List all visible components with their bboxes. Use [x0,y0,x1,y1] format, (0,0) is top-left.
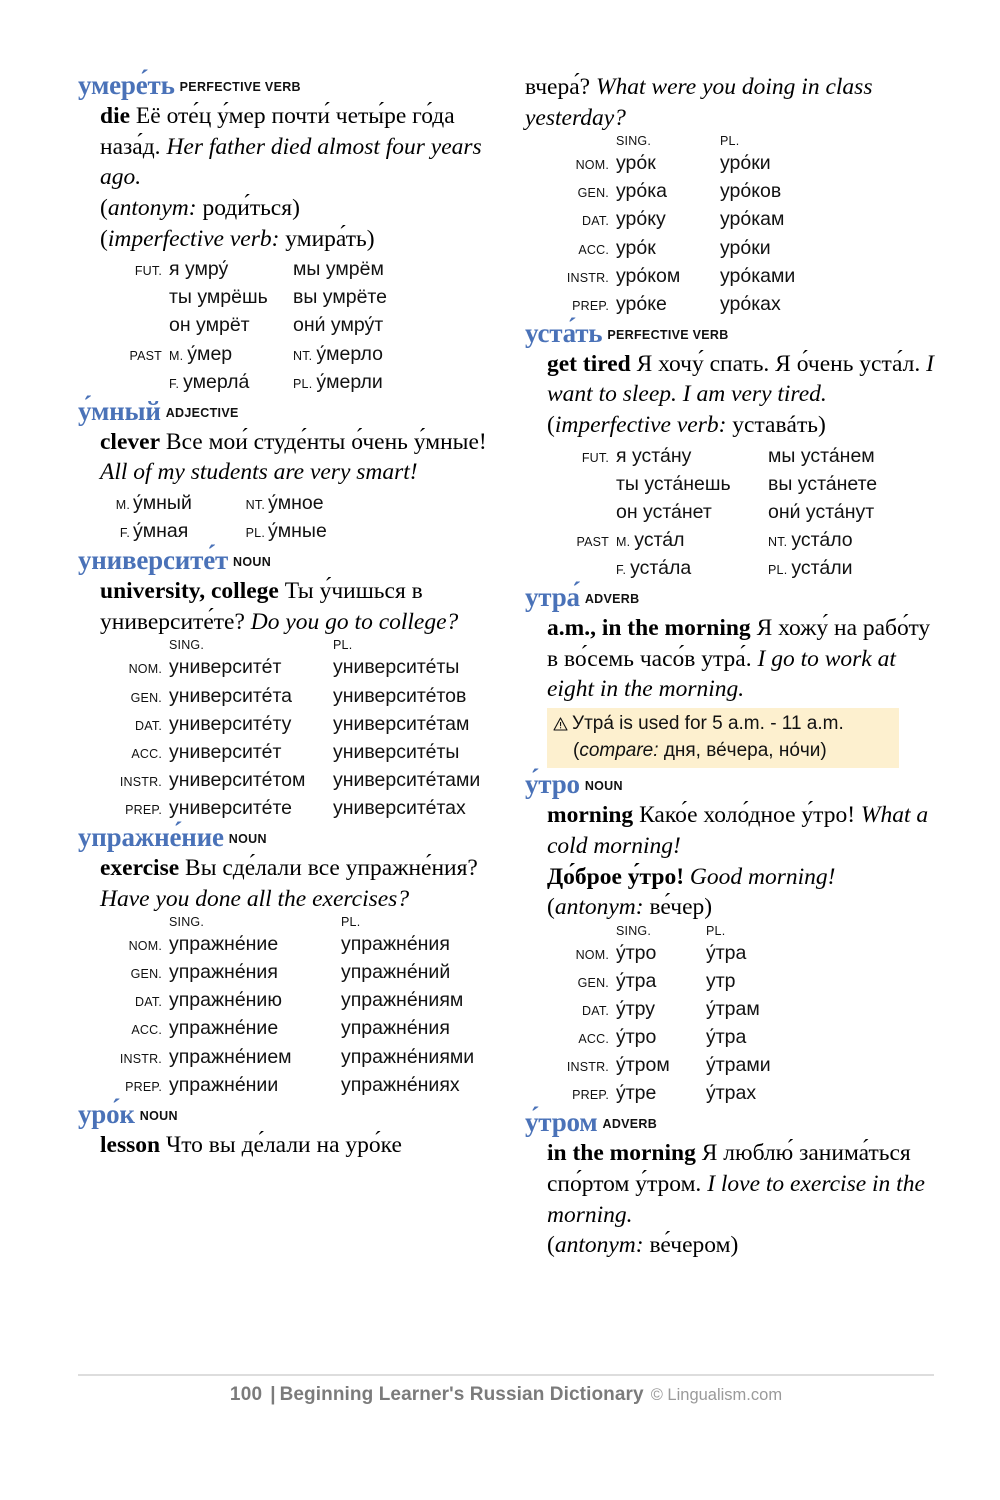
usage-note-box [547,708,899,768]
cell-sg: университе́те [169,796,292,819]
part-of-speech: PERFECTIVE VERB [607,327,729,342]
antonym-label: antonym: [554,894,644,921]
entry-ustat [525,317,934,582]
gloss: die [100,103,131,129]
entry-body [525,613,934,705]
header-pl: PL. [720,134,740,149]
entry-utro [525,771,934,1107]
form-value: уста́ла [630,557,692,580]
gender-prefix-pl: PL. [768,563,788,578]
antonym-value: роди́ться [202,194,293,221]
table-row [547,205,801,233]
table-row [100,794,486,822]
table-row [547,995,777,1023]
gender-prefix-f: F. [169,376,180,391]
form-value: уста́л [634,528,685,551]
row-label: GEN. [577,186,609,201]
gloss: lesson [100,1131,161,1158]
table-row [547,262,801,290]
phrase-english: Good morning! [689,863,836,890]
cell-sg: у́тру [616,998,656,1021]
gloss: morning [547,802,634,829]
cell-pl: уро́ках [720,292,781,315]
cell-pl: университе́там [333,712,470,735]
row-label-empty [100,311,169,339]
cell-sg: упражне́ние [169,933,279,956]
headword[interactable]: уро́к [78,1098,135,1129]
cell-pl: мы уста́нем [768,444,875,467]
table-row [547,442,883,470]
page-footer [78,1384,934,1406]
example-english: What a cold morning! [547,802,929,859]
compare-label: compare: [579,740,659,762]
cell-sg: уро́к [616,152,656,175]
cell-pl: мы умрём [293,258,384,281]
table-header-row [100,638,486,653]
cell-pl: университе́тах [333,796,466,819]
conjugation-table-ustat [547,442,883,582]
gloss: exercise [100,854,180,881]
cell-sg: университе́том [169,768,306,791]
part-of-speech: NOUN [584,779,623,794]
header-sing: SING. [616,134,652,149]
cell-sg: у́тро [616,1026,657,1049]
table-row [100,311,393,339]
cell-pl: уро́ков [720,180,782,203]
table-row [100,710,486,738]
row-label: ACC. [578,1032,609,1047]
entry-universitet [78,547,487,822]
table-row [547,939,777,967]
antonym-value: ве́чер [649,894,705,921]
table-row [547,177,801,205]
cell-sg: упражне́нию [169,989,282,1012]
cell-pl: упражне́ниях [341,1073,460,1096]
part-of-speech: NOUN [233,555,272,570]
table-row [100,738,486,766]
entry-headline [78,1098,487,1129]
cell-sg: университе́та [169,684,292,707]
row-label-past: PAST [576,534,609,549]
row-label: ACC. [131,746,162,761]
gender-prefix-nt: NT. [768,534,788,549]
entry-headline [78,72,487,99]
entry-body-continued [525,72,934,133]
row-label: NOM. [128,662,162,677]
cell-masc: у́мный [133,491,192,514]
row-label-empty [547,554,616,582]
entry-headline [525,1109,934,1136]
cell-sg: университе́ту [169,712,292,735]
phrase-russian: До́брое у́тро! [547,863,685,890]
table-row [100,1043,480,1071]
table-header-row [547,924,777,939]
cell-plur: у́мные [268,520,327,543]
row-label-empty [100,368,169,396]
cell-pl: упражне́ния [341,933,450,956]
row-label: GEN. [130,690,162,705]
table-row [547,498,883,526]
cell-fem [616,554,768,582]
entry-body [78,853,487,914]
entry-utrom [525,1109,934,1261]
cell-pl: университе́ты [333,656,460,679]
declension-table-urok [547,134,801,317]
cell-pl: они́ уста́нут [768,500,875,523]
row-label-f: F. [119,526,130,541]
cell-neut [293,340,393,368]
headword[interactable]: у́тро [525,769,580,800]
row-label: INSTR. [119,774,162,789]
entry-utra [525,584,934,768]
row-label-empty [100,283,169,311]
table-row [547,1023,777,1051]
part-of-speech: ADJECTIVE [165,405,239,420]
aspect-label: imperfective verb: [554,412,727,439]
cell-sg: он уста́нет [616,500,712,523]
entry-headline [525,584,934,611]
copyright-notice: © Lingualism.com [650,1386,783,1404]
row-label: GEN. [130,967,162,982]
example-english: I want to sleep. I am very tired. [547,350,934,408]
table-row [547,470,883,498]
entry-body [78,427,487,488]
cell-masc [169,340,293,368]
table-row [100,489,333,517]
entry-body: morning Како́е холо́дное у́тро! What a cold morning! До́брое у́тро! Good morning! (antonym: ве́чер) [547,802,929,921]
row-label: PREP. [125,802,162,817]
table-header-row [547,134,801,149]
cell-pl: упражне́ния [341,1017,450,1040]
example-english: I love to exercise in the morning. [547,1171,925,1228]
entry-headline [525,771,934,798]
cell-sg: упражне́нием [169,1045,292,1068]
entry-headline [78,821,487,852]
entry-urok [78,1098,487,1161]
table-row [100,958,480,986]
form-value: уста́ло [791,528,853,551]
antonym-value: ве́чером [649,1232,731,1259]
aspect-value: уставáть [732,412,818,439]
table-row [100,653,486,681]
row-label: DAT. [582,214,609,229]
table-row [547,1051,777,1079]
gloss: get tired [547,350,631,377]
cell-pl: упражне́ниям [341,989,464,1012]
corner-cell [547,924,616,939]
gloss: clever [100,428,161,455]
gender-prefix-f: F. [616,563,627,578]
entry-umnyy [78,395,487,545]
corner-cell [100,638,169,653]
table-row [100,283,393,311]
cell-sg: уро́ка [616,180,668,203]
row-label: NOM. [128,939,162,954]
cell-sg: он умрёт [169,314,250,337]
entry-body: in the morning Я люблю́ занима́ться спо́ртом у́тром. I love to exercise in the morning. (antonym: ве́чером) [547,1140,925,1259]
table-row [100,930,480,958]
part-of-speech: ADVERB [584,592,640,607]
table-row [100,368,393,396]
row-label-m: M. [115,497,130,512]
entry-headline [78,395,487,426]
cell-sg: университе́т [169,740,282,763]
row-label: PREP. [125,1079,162,1094]
row-label: DAT. [582,1004,609,1019]
row-label-fut: FUT. [134,264,162,279]
cell-sg: я умру́ [169,258,229,281]
table-row [100,517,333,545]
form-value: уста́ли [791,557,853,580]
cell-pl: у́трах [706,1082,757,1105]
cell-pl: уро́ки [720,236,771,259]
corner-cell [547,134,616,149]
headword[interactable]: уста́ть [525,317,603,348]
entry-umeret [78,72,487,396]
example-english: What were you doing in class yesterday? [525,74,873,131]
example-russian: Ты у́чишься в университе́те? [100,578,423,635]
headword[interactable]: университе́т [78,545,229,576]
cell-pl: университе́тов [333,684,467,707]
gloss: in the morning [547,1140,696,1167]
cell-sg: у́тра [616,969,657,992]
table-row [547,967,777,995]
cell-pl: уро́ками [720,264,796,287]
table-row [100,682,486,710]
row-label: ACC. [578,242,609,257]
header-sing: SING. [169,638,205,653]
table-row [100,1071,480,1099]
cell-pl: уро́кам [720,208,785,231]
entry-body: die Её оте́ц у́мер почти́ четы́ре го́да наза́д. Her father died almost four years ago. (antonym: роди́ться) (imperfective verb: умира́ть) [100,103,482,252]
aspect-label: imperfective verb: [107,225,280,252]
cell-sg: уро́к [616,236,656,259]
row-label-empty [547,498,616,526]
table-row [100,1014,480,1042]
example-russian: Её оте́ц у́мер почти́ четы́ре го́да наза́д. [100,103,455,160]
table-row [100,340,393,368]
table-row [100,255,393,283]
entry-body [78,576,487,637]
row-label-pl: PL. [245,526,265,541]
example-english: Her father died almost four years ago. [100,133,482,191]
cell-pl: упражне́ний [341,961,451,984]
example-english: All of my students are very smart! [100,459,418,486]
row-label: ACC. [131,1023,162,1038]
header-pl: PL. [341,915,361,930]
gloss: university, college [100,578,279,605]
table-header-row [100,915,480,930]
table-row [100,766,486,794]
cell-sg: упражне́ния [169,961,278,984]
table-row [547,526,883,554]
cell-pl: упражне́ниями [341,1045,475,1068]
example-russian: Вы сде́лали все упражне́ния? [185,854,478,881]
row-label: INSTR. [566,1060,609,1075]
table-row [547,149,801,177]
example-russian-part2: вчера́? [525,74,591,100]
cell-sg: уро́ке [616,292,667,315]
cell-pl: университе́тами [333,768,481,791]
declension-table-universitet [100,638,486,821]
antonym-label: antonym: [554,1232,644,1259]
gender-prefix-m: M. [616,534,631,549]
entry-headline [78,547,487,574]
row-label: DAT. [135,995,162,1010]
row-label-nt: NT. [245,497,265,512]
note-line-1: Утра́ is used for 5 a.m. - 11 a.m. [572,713,844,735]
table-row [547,290,801,318]
table-row [547,1079,777,1107]
example-russian: Я хожу́ на рабо́ту в во́семь часо́в утра́. [547,615,931,672]
example-english: Have you done all the exercises? [100,885,410,912]
example-russian: Я хочу́ спать. Я о́чень уста́л. [636,350,921,377]
entry-body [78,1130,487,1161]
form-value: у́мерло [316,342,383,365]
cell-sg: у́тре [616,1082,657,1105]
headword[interactable]: у́мный [78,395,161,426]
row-label: PREP. [572,1088,609,1103]
row-label: GEN. [577,975,609,990]
cell-pl: у́тра [706,1026,747,1049]
form-value: у́мер [187,342,233,365]
note-line-2: (compare: дня, ве́чера, но́чи) [573,740,827,762]
row-label: DAT. [135,718,162,733]
cell-pl: они́ умру́т [293,314,384,337]
aspect-value: умира́ть [285,225,367,252]
column-left [78,72,487,1352]
table-row [547,234,801,262]
entry-body: get tired Я хочу́ спать. Я о́чень уста́л. I want to sleep. I am very tired. (imperfective verb: уставáть) [547,350,934,439]
cell-fem [169,368,293,396]
cell-neut [768,526,883,554]
cell-pl: утр [706,969,736,992]
cell-sg: упражне́ние [169,1017,279,1040]
cell-pl: у́трам [706,998,760,1021]
part-of-speech: NOUN [139,1108,178,1123]
footer-divider [78,1374,934,1376]
entry-urok-continuation [525,72,934,318]
entry-uprazhnenie [78,821,487,1099]
part-of-speech: NOUN [228,831,267,846]
row-label: INSTR. [119,1051,162,1066]
row-label-empty [547,470,616,498]
headword[interactable]: утра́ [525,582,580,613]
cell-pl: у́тра [706,941,747,964]
example-russian: Како́е холо́дное у́тро! [639,802,856,829]
cell-sg: университе́т [169,656,282,679]
row-label: PREP. [572,298,609,313]
table-row [100,986,480,1014]
form-value: умерла́ [183,370,250,393]
two-column-layout [78,72,934,1352]
gender-prefix-nt: NT. [293,348,313,363]
cell-sg: у́тро [616,941,657,964]
example-russian: Я люблю́ занима́ться спо́ртом у́тром. [547,1140,911,1198]
row-label: NOM. [575,947,609,962]
conjugation-table-umeret [100,255,393,395]
declension-table-utro [547,924,777,1107]
compare-value: дня, ве́чера, но́чи [663,740,821,762]
cell-sg: уро́ком [616,264,681,287]
headword[interactable]: умере́ть [78,70,175,100]
gloss: a.m., in the morning [547,615,751,642]
example-english: I go to work at eight in the morning. [547,645,896,703]
headword[interactable]: у́тром [525,1107,598,1138]
book-title: Beginning Learner's Russian Dictionary [279,1384,644,1405]
antonym-label: antonym: [107,194,197,221]
cell-pl: вы уста́нете [768,472,878,495]
declension-table-uprazhnenie [100,915,480,1098]
cell-neut: у́мное [268,491,324,514]
cell-sg: у́тром [616,1054,670,1077]
cell-masc [616,526,768,554]
cell-pl: университе́ты [333,740,460,763]
header-pl: PL. [333,638,353,653]
cell-plur [293,368,393,396]
row-label: INSTR. [566,270,609,285]
cell-sg: уро́ку [616,208,666,231]
cell-plur [768,554,883,582]
footer-separator: | [270,1384,276,1405]
cell-sg: я уста́ну [616,444,692,467]
header-pl: PL. [706,923,726,938]
gender-prefix-m: M. [169,348,184,363]
cell-sg: упражне́нии [169,1073,279,1096]
corner-cell [100,915,169,930]
example-russian-part1: Что вы де́лали на уро́ке [165,1131,402,1158]
example-english: Do you go to college? [250,608,459,635]
adjective-forms-table [100,489,333,545]
cell-pl: у́трами [706,1054,771,1077]
headword[interactable]: упражне́ние [78,821,224,852]
part-of-speech: ADVERB [602,1117,658,1132]
warning-triangle-icon [553,713,570,738]
cell-sg: ты умрёшь [169,286,268,309]
cell-fem: у́мная [133,520,189,543]
example-russian: Все мои́ студе́нты о́чень у́мные! [165,428,487,455]
page-number: 100 [229,1384,263,1405]
entry-headline [525,317,934,348]
form-value: у́мерли [316,370,383,393]
gender-prefix-pl: PL. [293,376,313,391]
header-sing: SING. [616,923,652,938]
row-label: NOM. [575,158,609,173]
row-label-fut: FUT. [581,450,609,465]
cell-sg: ты уста́нешь [616,472,731,495]
column-right [525,72,934,1352]
cell-pl: уро́ки [720,152,771,175]
header-sing: SING. [169,915,205,930]
row-label-past: PAST [129,348,162,363]
part-of-speech: PERFECTIVE VERB [179,80,301,94]
table-row [547,554,883,582]
cell-pl: вы умрёте [293,286,387,309]
